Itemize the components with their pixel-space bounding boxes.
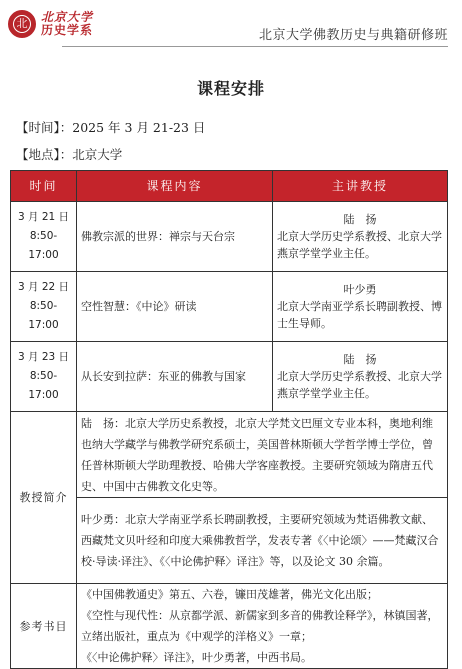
table-row: [11, 272, 448, 342]
session-date-cell: [11, 342, 77, 412]
page-title: 课程安排: [196, 79, 265, 98]
teacher-name: 陆 扬: [343, 213, 377, 226]
header-content: 课程内容: [77, 171, 273, 202]
teacher-title: 北京大学历史学系教授、北京大学燕京学堂学业主任。: [277, 370, 442, 400]
session-topic: 佛教宗派的世界：禅宗与天台宗: [77, 202, 273, 272]
program-name: 北京大学佛教历史与典籍研修班: [258, 28, 448, 43]
bio-lu-yang: 陆 扬：北京大学历史系教授，北京大学梵文巴厘文专业本科，奥地利维也纳大学藏学与佛教学研究系硕士，美国普林斯顿大学哲学博士学位，曾任普林斯顿大学助理教授、哈佛大学客座教授。主要研究领域为隋唐五代史、中国中古佛教文化史等。: [77, 412, 448, 498]
refs-label: 参考书目: [11, 584, 77, 669]
header-divider: [62, 46, 448, 47]
logo-department-name: 历史学系: [41, 23, 94, 37]
bio-row: [11, 498, 448, 584]
teacher-title: 北京大学历史学系教授、北京大学燕京学堂学业主任。: [277, 230, 442, 260]
university-logo: [8, 10, 93, 38]
session-topic: 从长安到拉萨：东亚的佛教与国家: [77, 342, 273, 412]
reference-item: 《空性与现代性：从京都学派、新儒家到多音的佛教诠释学》，林镇国著，立绪出版社，重点为《中观学的洋格义》一章；: [81, 609, 439, 643]
schedule-table: [10, 170, 448, 669]
session-date-cell: [11, 272, 77, 342]
schedule-header-row: [11, 171, 448, 202]
session-hours: 8:50-17:00: [28, 370, 59, 401]
header-time: 时间: [11, 171, 77, 202]
reference-item: 《中国佛教通史》第五、六卷，镰田茂雄著，佛光文化出版；: [81, 588, 378, 601]
references-row: [11, 584, 448, 669]
table-row: [11, 202, 448, 272]
session-date-cell: [11, 202, 77, 272]
place-value: ：北京大学: [59, 147, 123, 162]
teacher-name: 叶少勇: [343, 283, 377, 296]
seal-icon: 北: [8, 10, 36, 38]
session-teacher-cell: [273, 342, 448, 412]
bio-ye-shaoyong: 叶少勇：北京大学南亚学系长聘副教授，主要研究领域为梵语佛教文献、西藏梵文贝叶经和印度大乘佛教哲学，发表专著《〈中论颂〉——梵藏汉合校·导读·译注》、《〈中论佛护释〉译注》等，以及论文 30 余篇。: [77, 498, 448, 584]
table-row: [11, 342, 448, 412]
session-teacher-cell: [273, 272, 448, 342]
teacher-title: 北京大学南亚学系长聘副教授、博士生导师。: [277, 300, 442, 330]
session-hours: 8:50-17:00: [28, 300, 59, 331]
time-label: 【时间】: [16, 120, 60, 135]
header-teacher: 主讲教授: [273, 171, 448, 202]
time-value: ：2025 年 3 月 21-23 日: [59, 120, 206, 135]
session-date: 3 月 23 日: [17, 351, 70, 363]
bio-row: [11, 412, 448, 498]
session-topic: 空性智慧：《中论》研读: [77, 272, 273, 342]
session-date: 3 月 21 日: [17, 211, 70, 223]
reference-item: 《〈中论佛护释〉译注》，叶少勇著，中西书局。: [81, 651, 312, 664]
bios-label: 教授简介: [11, 412, 77, 584]
info-time: [16, 118, 205, 136]
info-place: [16, 145, 122, 163]
place-label: 【地点】: [16, 147, 60, 162]
teacher-name: 陆 扬: [343, 353, 377, 366]
session-date: 3 月 22 日: [17, 281, 70, 293]
logo-university-name: 北京大学: [41, 10, 94, 24]
page-header: [0, 0, 462, 50]
session-hours: 8:50-17:00: [28, 230, 59, 261]
references-list: [77, 584, 448, 669]
session-teacher-cell: [273, 202, 448, 272]
